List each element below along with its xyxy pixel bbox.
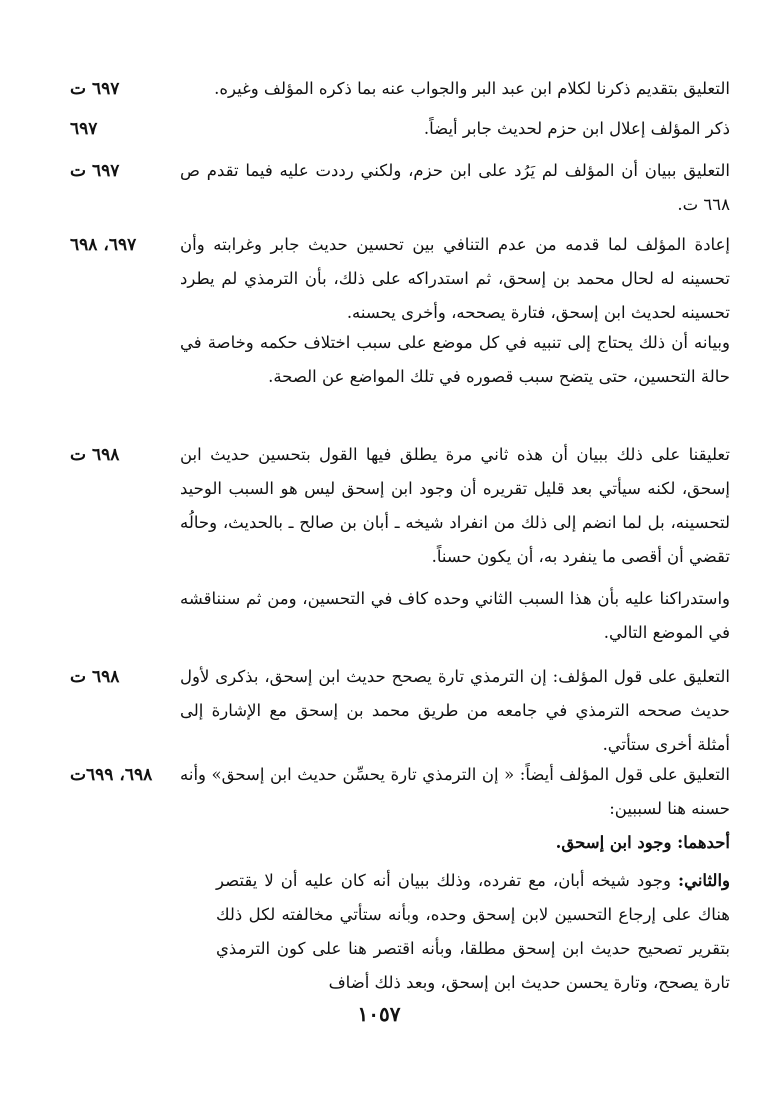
entry-text — [180, 660, 730, 762]
page-reference: ٦٩٨، ٦٩٩ت — [70, 765, 153, 785]
entry-text — [180, 228, 730, 330]
second-reason-text: وجود شيخه أبان، مع تفرده، وذلك ببيان أنه كان عليه أن لا يقتصر هناك على إرجاع التحسين لابن إسحق وحده، وبأنه ستأتي مخالفته لكل ذلك بتقرير تصحيح حديث ابن إسحق مطلقا، وبأنه اقتصر هنا على كون الترمذي تارة يصحح، وتارة يحسن حديث ابن إسحق، وبعد ذلك أضاف — [216, 871, 730, 992]
entry-text — [180, 326, 730, 394]
entry-text — [180, 758, 730, 860]
entry-paragraph: التعليق ببيان أن المؤلف لم يَرُد على ابن حزم، ولكني رددت عليه فيما تقدم ص ٦٦٨ ت. — [180, 161, 730, 214]
page-reference: ٦٩٧، ٦٩٨ — [70, 235, 137, 255]
entry-text — [180, 582, 730, 650]
page-reference: ٦٩٧ ت — [70, 79, 120, 99]
entry-paragraph: تعليقنا على ذلك ببيان أن هذه ثاني مرة يطلق فيها القول بتحسين حديث ابن إسحق، لكنه سيأتي بعد قليل تقريره أن وجود ابن إسحق ليس هو السبب الوحيد لتحسينه، بل لما انضم إلى ذلك من انفراد شيخه ـ أبان بن صالح ـ بالحديث، وحالُه تقضي أن أقصى ما ينفرد به، أن يكون حسناً. — [180, 445, 730, 566]
entry-paragraph: وبيانه أن ذلك يحتاج إلى تنبيه في كل موضع على سبب اختلاف حكمه وخاصة في حالة التحسين، حتى يتضح سبب قصوره في تلك المواضع عن الصحة. — [180, 333, 730, 386]
entry-paragraph: إعادة المؤلف لما قدمه من عدم التنافي بين تحسين حديث جابر وغرابته وأن تحسينه له لحال محمد بن إسحق، ثم استدراكه على ذلك، بأن الترمذي لم يطرد تحسينه لحديث ابن إسحق، فتارة يصححه، وأخرى يحسنه. — [180, 235, 730, 322]
page-number: ١٠٥٧ — [357, 1002, 401, 1026]
page-reference: ٦٩٨ ت — [70, 445, 120, 465]
entry-text — [180, 438, 730, 574]
first-reason: أحدهما: وجود ابن إسحق. — [555, 833, 730, 852]
entry-text — [180, 72, 730, 106]
entry-paragraph: التعليق على قول المؤلف: إن الترمذي تارة يصحح حديث ابن إسحق، بذكرى لأول حديث صححه الترمذي في جامعه من طريق محمد بن إسحق مع الإشارة إلى أمثلة أخرى ستأتي. — [180, 667, 730, 754]
page-reference: ٦٩٧ ت — [70, 161, 120, 181]
entry-text — [180, 112, 730, 146]
entry-paragraph: ذكر المؤلف إعلال ابن حزم لحديث جابر أيضاً. — [423, 119, 730, 138]
entry-text — [216, 864, 730, 1000]
entry-paragraph: واستدراكنا عليه بأن هذا السبب الثاني وحده كاف في التحسين، ومن ثم سنناقشه في الموضع التالي. — [180, 589, 730, 642]
entry-paragraph — [216, 864, 730, 1000]
entry-paragraph: التعليق بتقديم ذكرنا لكلام ابن عبد البر والجواب عنه بما ذكره المؤلف وغيره. — [214, 79, 730, 98]
page-reference: ٦٩٨ ت — [70, 667, 120, 687]
page-reference: ٦٩٧ — [70, 119, 98, 139]
entry-paragraph: التعليق على قول المؤلف أيضاً: « إن الترمذي تارة يحسِّن حديث ابن إسحق» وأنه حسنه هنا لسببين: — [180, 765, 730, 818]
entry-text — [180, 154, 730, 222]
second-reason-label: والثاني: — [677, 871, 731, 890]
